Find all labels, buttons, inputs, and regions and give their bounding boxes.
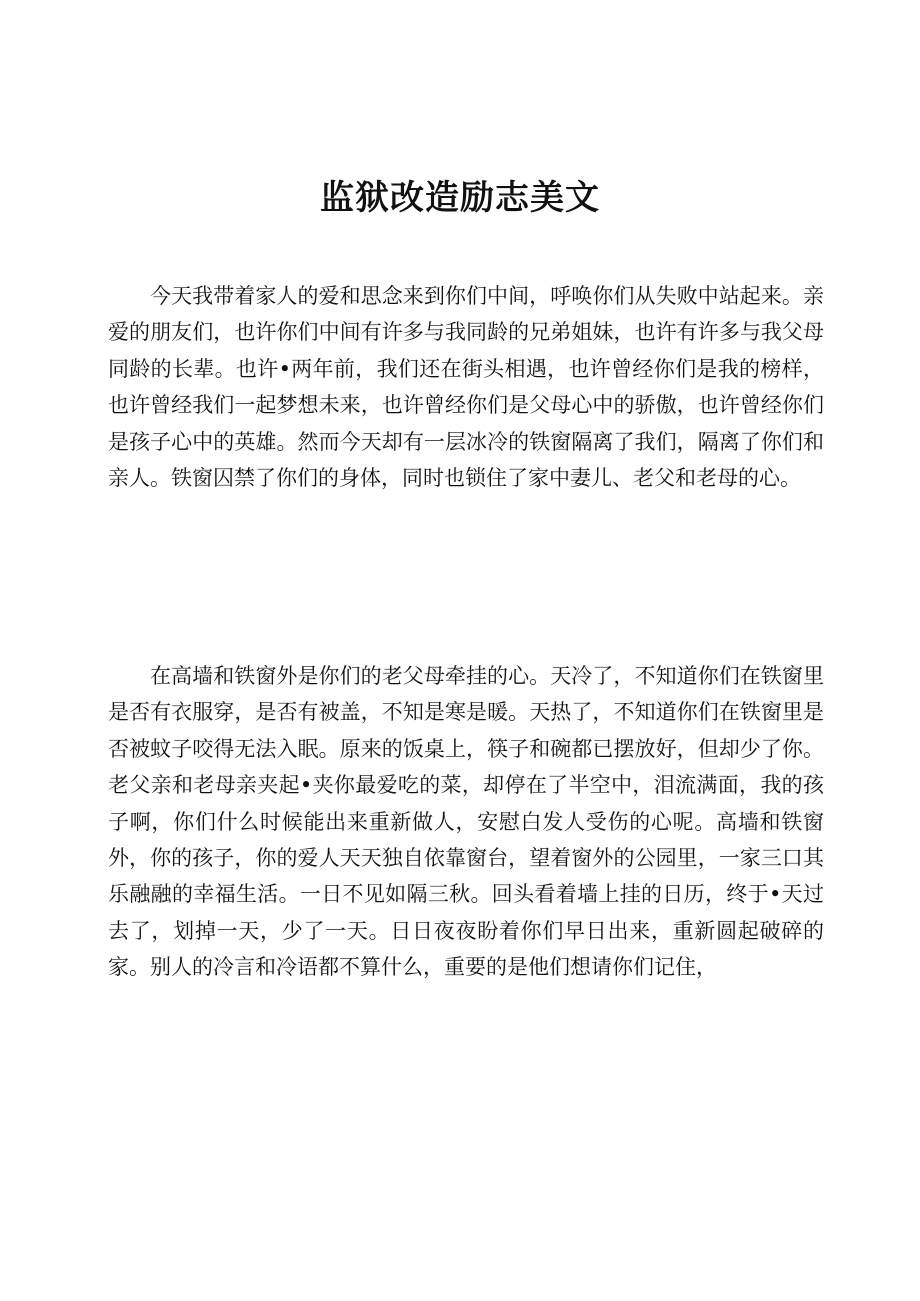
paragraph-1: 今天我带着家人的爱和思念来到你们中间，呼唤你们从失败中站起来。亲爱的朋友们，也许你们中间有许多与我同龄的兄弟姐妹，也许有许多与我父母同龄的长辈。也许•两年前，我们还在街头相遇，也许曾经你们是我的榜样，也许曾经我们一起梦想未来，也许曾经你们是父母心中的骄傲，也许曾经你们是孩子心中的英雄。然而今天却有一层冰冷的铁窗隔离了我们，隔离了你们和亲人。铁窗囚禁了你们的身体，同时也锁住了家中妻儿、老父和老母的心。 [108, 284, 824, 491]
document-title: 监狱改造励志美文 [320, 178, 600, 218]
paragraph-2: 在高墙和铁窗外是你们的老父母牵挂的心。天冷了，不知道你们在铁窗里是否有衣服穿，是否有被盖，不知是寒是暖。天热了，不知道你们在铁窗里是否被蚊子咬得无法入眠。原来的饭桌上，筷子和碗都已摆放好，但却少了你。老父亲和老母亲夹起•夹你最爱吃的菜，却停在了半空中，泪流满面，我的孩子啊，你们什么时候能出来重新做人，安慰白发人受伤的心呢。高墙和铁窗外，你的孩子，你的爱人天天独自依靠窗台，望着窗外的公园里，一家三口其乐融融的幸福生活。一日不见如隔三秋。回头看着墙上挂的日历，终于•天过去了，划掉一天，少了一天。日日夜夜盼着你们早日出来，重新圆起破碎的家。别人的冷言和冷语都不算什么，重要的是他们想请你们记住， [108, 664, 824, 980]
